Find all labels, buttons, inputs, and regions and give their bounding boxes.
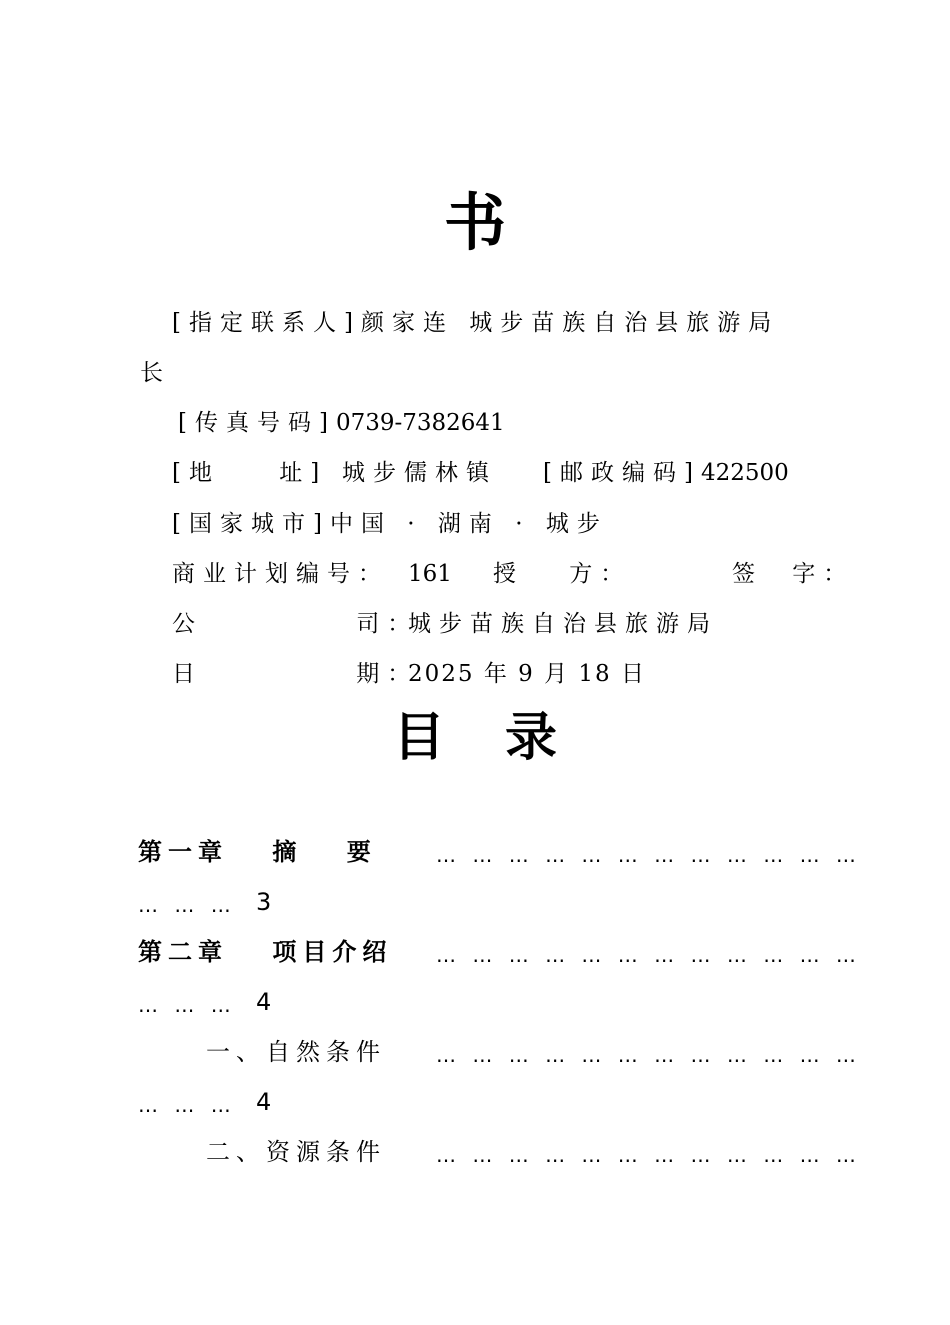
toc-dots-3: … … … … … … … … … … … … [436,1043,861,1067]
cover-title-char: 书 [443,186,506,259]
postal-value: 422500 [700,460,789,486]
toc-dots-2: … … … … … … … … … … … … [436,943,861,967]
contact-value: 颜家连 城步苗族自治县旅游局 [360,310,780,336]
toc-dots-1: … … … … … … … … … … … … [436,843,861,867]
plan-no-value: 161 [408,561,452,587]
toc-page-2: 4 [256,988,272,1016]
toc-dots-2-cont: … … … [138,993,236,1017]
toc-dots-4: … … … … … … … … … … … … [436,1143,861,1167]
fax-value: 0739-7382641 [335,410,505,436]
toc-item-4[interactable]: 二、资源条件 [206,1138,386,1166]
fax-label: [传真号码] [178,410,336,436]
toc-item-2[interactable]: 第二章 项目介绍 [138,938,393,966]
toc-item-1[interactable]: 第一章 摘 要 [138,838,377,866]
address-value: 城步儒林镇 [342,460,497,486]
postal-line [543,462,789,485]
address-label: [地 址] [172,460,328,486]
toc-dots-3-cont: … … … [138,1093,236,1117]
date-value: 2025 年 9 月 18 日 [408,661,646,687]
postal-label: [邮政编码] [543,460,701,486]
toc-page-1: 3 [256,888,272,916]
contact-line [172,312,779,335]
date-label: 日 期： [172,661,419,687]
toc-page-3: 4 [256,1088,272,1116]
company-value: 城步苗族自治县旅游局 [408,611,718,637]
toc-item-3[interactable]: 一、自然条件 [206,1038,386,1066]
plan-no-label: 商业计划编号： [172,561,389,587]
toc-heading: 目录 [392,708,617,768]
city-value: 中国 · 湖南 · 城步 [329,511,608,537]
sign-label: 签 字： [732,561,855,587]
fax-line [178,412,505,435]
city-line [172,513,608,536]
city-label: [国家城市] [172,511,330,537]
toc-dots-1-cont: … … … [138,893,236,917]
contact-wrap: 长 [140,360,171,386]
contact-label: [指定联系人] [172,310,361,336]
company-label: 公 司： [172,611,419,637]
grantor-label: 授 方： [493,561,632,587]
